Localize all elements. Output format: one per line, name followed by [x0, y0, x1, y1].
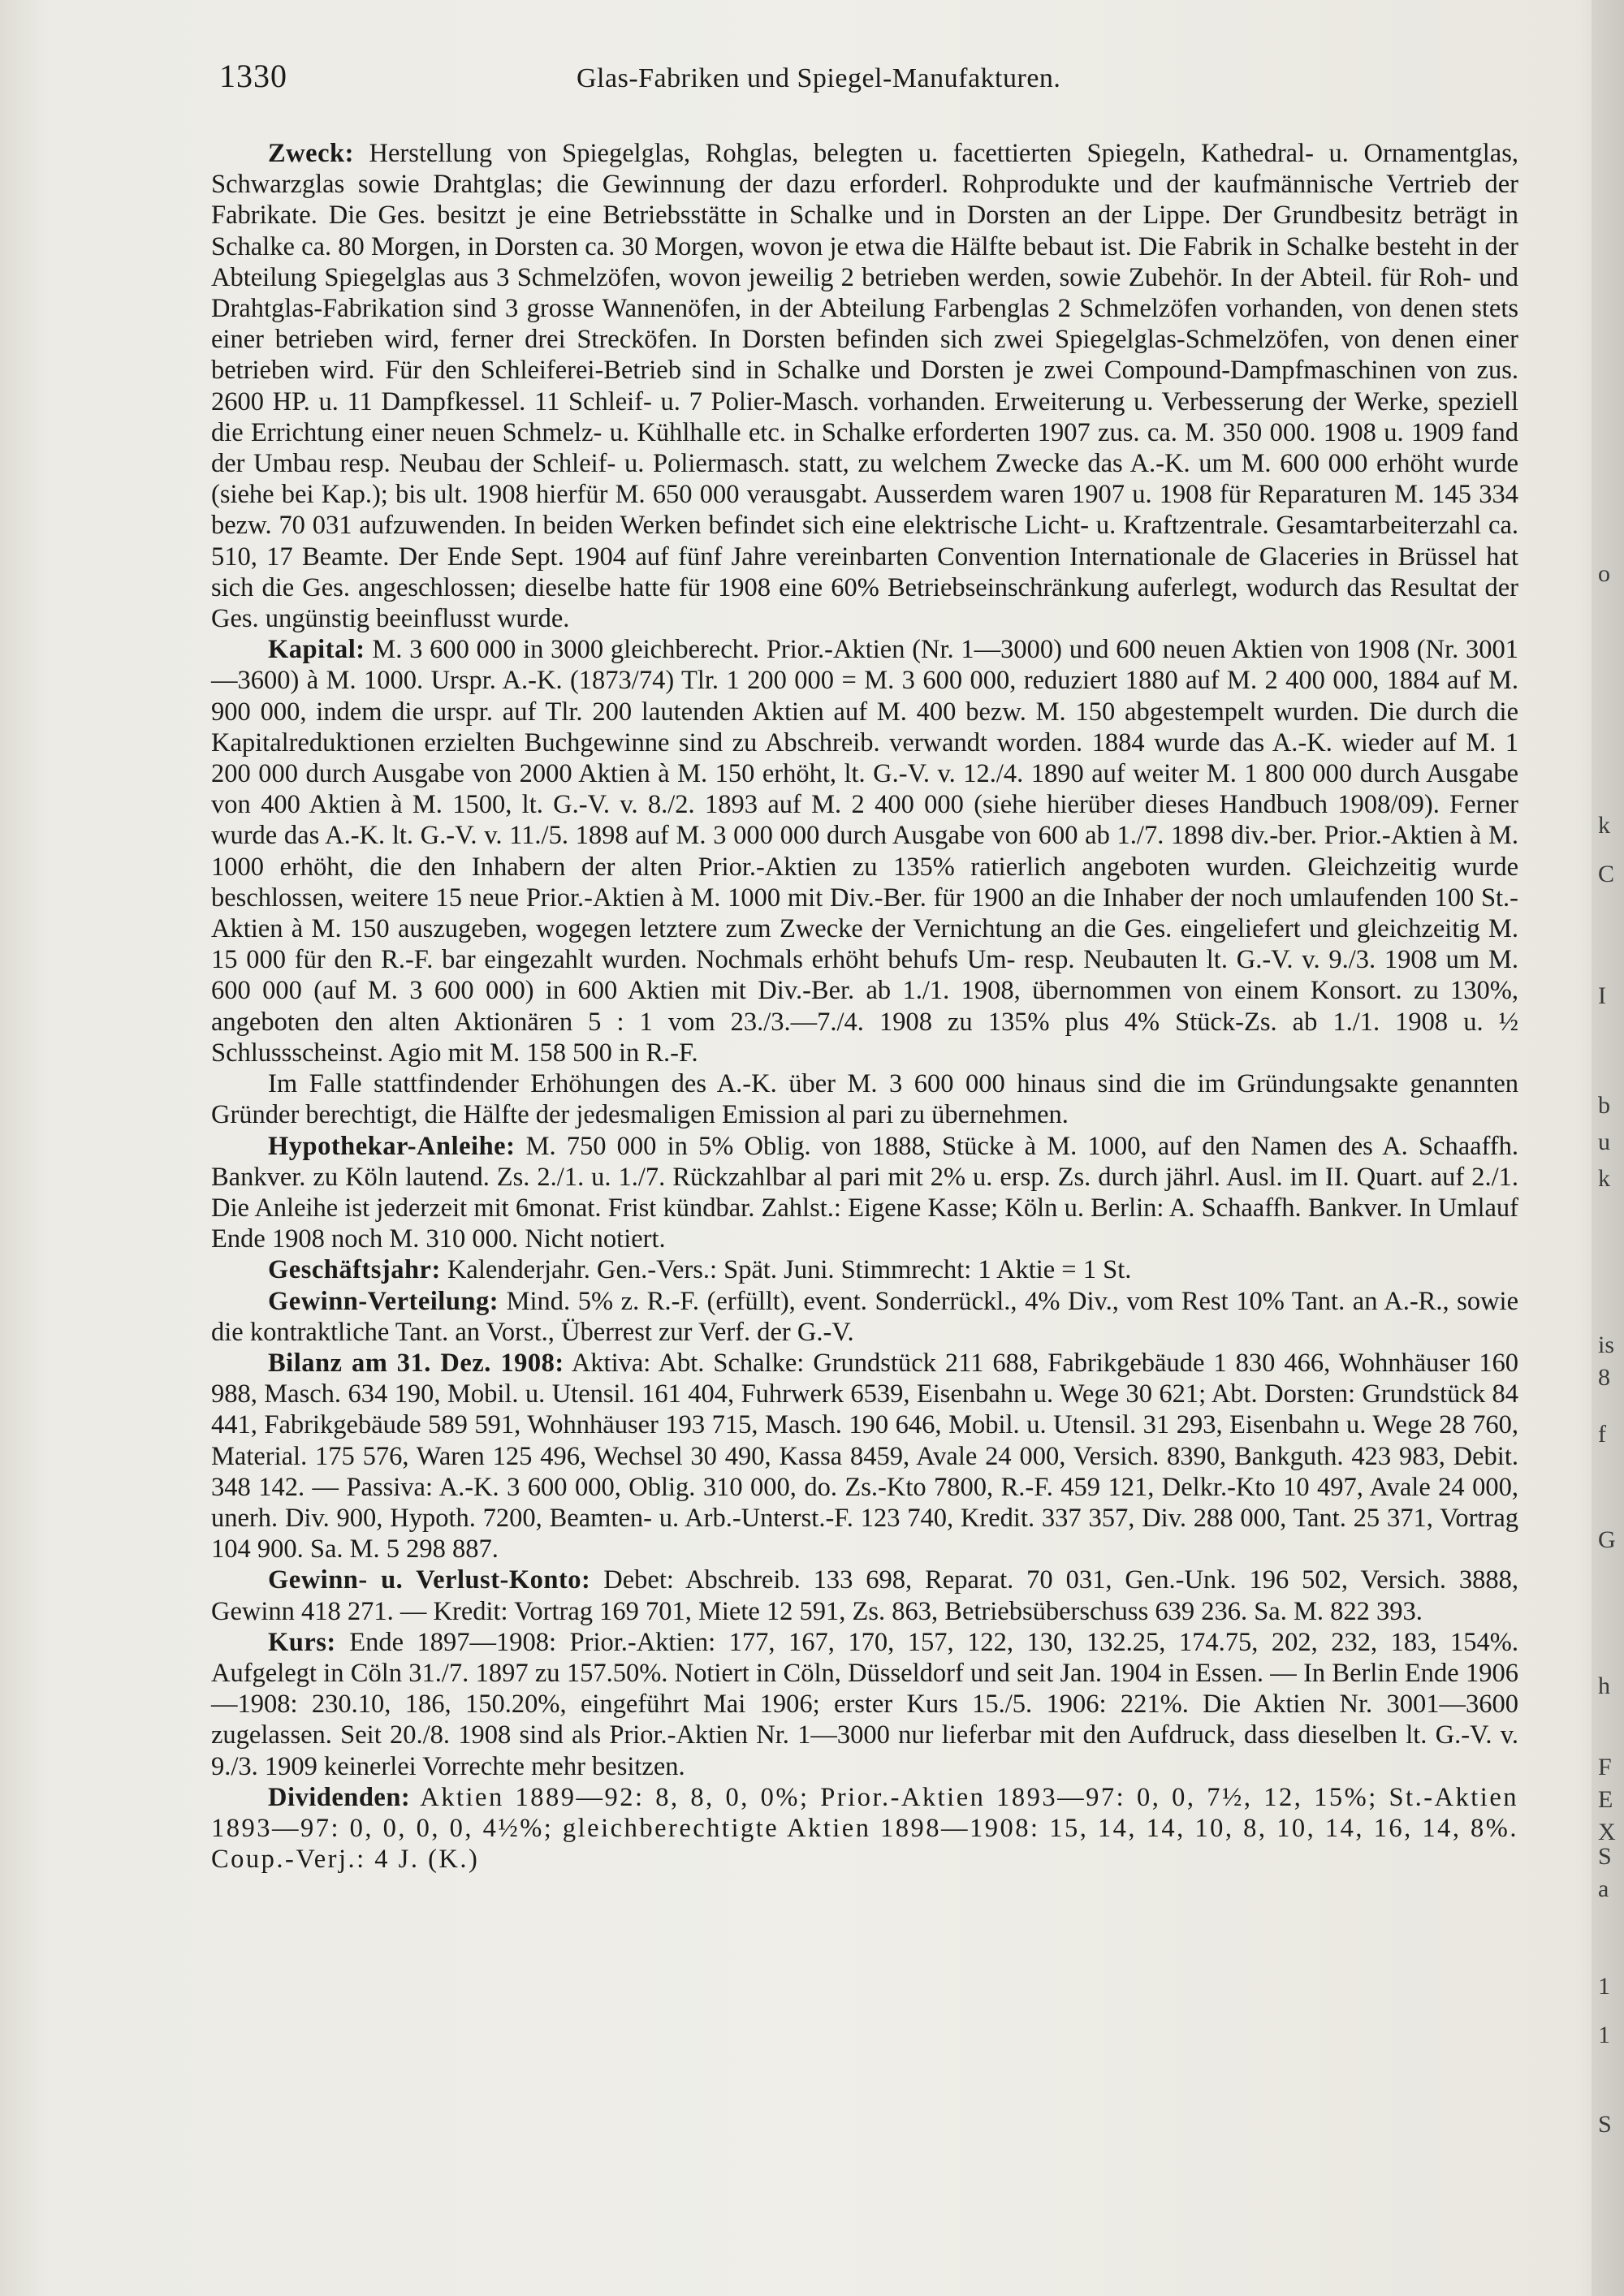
edge-glyph: I [1598, 982, 1606, 1009]
section-label: Gewinn- u. Verlust-Konto: [268, 1565, 591, 1595]
section-text: M. 750 000 in 5% Oblig. von 1888, Stücke à M. 1000, auf den Namen des A. Schaaffh. Bankver. zu Köln lautend. Zs. 2./1. u. 1./7. Rückzahlbar al pari mit 2% u. ersp. Zs. durch jährl. Ausl. im II. Quart. auf 2./1. Die Anleihe ist jederzeit mit 6monat. Frist kündbar. Zahlst.: Eigene Kasse; Köln u. Berlin: A. Schaaffh. Bankver. In Umlauf Ende 1908 noch M. 310 000. Nicht notiert. [211, 1131, 1518, 1254]
edge-glyph: a [1598, 1875, 1609, 1902]
section-label: Bilanz am 31. Dez. 1908: [268, 1348, 564, 1378]
section-text: Aktien 1889—92: 8, 8, 0, 0%; Prior.-Aktien 1893—97: 0, 0, 7½, 12, 15%; St.-Aktien 1893—97: 0, 0, 0, 0, 4½%; gleichberechtigte Aktien 1898—1908: 15, 14, 14, 10, 8, 10, 14, 16, 14, 8%. Coup.-Verj.: 4 J. (K.) [211, 1782, 1518, 1875]
edge-glyph: b [1598, 1092, 1610, 1119]
section-bilanz [211, 1348, 1518, 1564]
edge-glyph: E [1598, 1786, 1613, 1813]
running-title: Glas-Fabriken und Spiegel-Manufakturen. [577, 63, 1061, 93]
edge-glyph: k [1598, 1165, 1610, 1192]
section-text: Kalenderjahr. Gen.-Vers.: Spät. Juni. Stimmrecht: 1 Aktie = 1 St. [440, 1255, 1132, 1285]
edge-glyph: k [1598, 812, 1610, 839]
section-kapital [211, 634, 1518, 1068]
edge-glyph: h [1598, 1672, 1610, 1699]
section-text: Ende 1897—1908: Prior.-Aktien: 177, 167, 170, 157, 122, 130, 132.25, 174.75, 202, 232, 183, 154%. Aufgelegt in Cöln 31./7. 1897 zu 157.50%. Notiert in Cöln, Düsseldorf und seit Jan. 1904 in Essen. — In Berlin Ende 1906—1908: 230.10, 186, 150.20%, eingeführt Mai 1906; erster Kurs 15./5. 1906: 221%. Die Aktien Nr. 3001—3600 zugelassen. Seit 20./8. 1908 sind als Prior.-Aktien Nr. 1—3000 nur lieferbar mit den Aufdruck, dass dieselben lt. G.-V. v. 9./3. 1909 keinerlei Vorrechte mehr besitzen. [211, 1627, 1518, 1781]
section-erhoehungen [211, 1068, 1518, 1130]
edge-glyph: 8 [1598, 1364, 1610, 1391]
edge-glyph: o [1598, 560, 1610, 587]
edge-glyph: f [1598, 1421, 1606, 1448]
section-zweck [211, 138, 1518, 634]
section-label: Dividenden: [268, 1782, 411, 1812]
section-geschaeftsjahr [211, 1254, 1518, 1285]
adjacent-page-edge [1592, 0, 1624, 2296]
section-gewinn-verlust-konto [211, 1564, 1518, 1626]
section-text: Herstellung von Spiegelglas, Rohglas, belegten u. facettierten Spiegeln, Kathedral- u. Ornamentglas, Schwarzglas sowie Drahtglas; die Gewinnung der dazu erforderl. Rohprodukte und der kaufmännische Vertrieb der Fabrikate. Die Ges. besitzt je eine Betriebsstätte in Schalke und in Dorsten an der Lippe. Der Grundbesitz beträgt in Schalke ca. 80 Morgen, in Dorsten ca. 30 Morgen, wovon je etwa die Hälfte bebaut ist. Die Fabrik in Schalke besteht in der Abteilung Spiegelglas aus 3 Schmelzöfen, wovon jeweilig 2 betrieben werden, sowie Zubehör. In der Abteil. für Roh- und Drahtglas-Fabrikation sind 3 grosse Wannenöfen, in der Abteilung Farbenglas 2 Schmelzöfen vorhanden, von denen stets einer betrieben wird, ferner drei Strecköfen. In Dorsten befinden sich zwei Spiegelglas-Schmelzöfen, von denen einer betrieben wird. Für den Schleiferei-Betrieb sind in Schalke und Dorsten je zwei Compound-Dampfmaschinen von zus. 2600 HP. u. 11 Dampfkessel. 11 Schleif- u. 7 Polier-Masch. vorhanden. Erweiterung u. Verbesserung der Werke, speziell die Errichtung einer neuen Schmelz- u. Kühlhalle etc. in Schalke erforderten 1907 zus. ca. M. 350 000. 1908 u. 1909 fand der Umbau resp. Neubau der Schleif- u. Poliermasch. statt, zu welchem Zwecke das A.-K. um M. 600 000 erhöht wurde (siehe bei Kap.); bis ult. 1908 hierfür M. 650 000 verausgabt. Ausserdem waren 1907 u. 1908 für Reparaturen M. 145 334 bezw. 70 031 aufzuwenden. In beiden Werken befindet sich eine elektrische Licht- u. Kraftzentrale. Gesamtarbeiterzahl ca. 510, 17 Beamte. Der Ende Sept. 1904 auf fünf Jahre vereinbarten Convention Internationale de Glaceries in Brüssel hat sich die Ges. angeschlossen; dieselbe hatte für 1908 eine 60% Betriebseinschränkung auferlegt, wodurch das Resultat der Ges. ungünstig beeinflusst wurde. [211, 139, 1518, 634]
article-body [211, 138, 1518, 1875]
edge-glyph: S [1598, 2111, 1612, 2138]
page-header [219, 57, 1600, 106]
edge-glyph: C [1598, 861, 1615, 887]
section-label: Geschäftsjahr: [268, 1255, 441, 1285]
section-label: Hypothekar-Anleihe: [268, 1131, 516, 1161]
section-label: Gewinn-Verteilung: [268, 1286, 499, 1316]
edge-glyph: is [1598, 1331, 1615, 1358]
section-label: Kurs: [268, 1627, 336, 1657]
edge-glyph: S [1598, 1843, 1612, 1870]
section-text: Im Falle stattfindender Erhöhungen des A.-K. über M. 3 600 000 hinaus sind die im Gründungsakte genannten Gründer berechtigt, die Hälfte der jedesmaligen Emission al pari zu übernehmen. [211, 1069, 1518, 1130]
edge-glyph: G [1598, 1526, 1616, 1553]
edge-glyph: F [1598, 1754, 1612, 1780]
section-gewinn-verteilung [211, 1286, 1518, 1348]
section-text: Aktiva: Abt. Schalke: Grundstück 211 688, Fabrikgebäude 1 830 466, Wohnhäuser 160 988, Masch. 634 190, Mobil. u. Utensil. 161 404, Fuhrwerk 6539, Eisenbahn u. Wege 30 621; Abt. Dorsten: Grundstück 84 441, Fabrikgebäude 589 591, Wohnhäuser 193 715, Masch. 190 646, Mobil. u. Utensil. 31 293, Eisenbahn u. Wege 28 760, Material. 175 576, Waren 125 496, Wechsel 30 490, Kassa 8459, Avale 24 000, Versich. 8390, Bankguth. 423 983, Debit. 348 142. — Passiva: A.-K. 3 600 000, Oblig. 310 000, do. Zs.-Kto 7800, R.-F. 459 121, Delkr.-Kto 10 497, Avale 24 000, unerh. Div. 900, Hypoth. 7200, Beamten- u. Arb.-Unterst.-F. 123 740, Kredit. 337 357, Div. 288 000, Tant. 25 371, Vortrag 104 900. Sa. M. 5 298 887. [211, 1348, 1518, 1564]
section-label: Kapital: [268, 635, 365, 665]
edge-glyph: X [1598, 1819, 1616, 1845]
edge-glyph: 1 [1598, 1973, 1610, 2000]
section-label: Zweck: [268, 139, 354, 168]
section-dividenden [211, 1782, 1518, 1875]
page-number: 1330 [219, 58, 287, 94]
section-hypothekar-anleihe [211, 1131, 1518, 1255]
edge-glyph: 1 [1598, 2022, 1610, 2048]
edge-glyph: u [1598, 1129, 1610, 1155]
section-text: Mind. 5% z. R.-F. (erfüllt), event. Sonderrückl., 4% Div., vom Rest 10% Tant. an A.-R., sowie die kontraktliche Tant. an Vorst., Überrest zur Verf. der G.-V. [211, 1286, 1518, 1347]
section-text: Debet: Abschreib. 133 698, Reparat. 70 031, Gen.-Unk. 196 502, Versich. 3888, Gewinn 418 271. — Kredit: Vortrag 169 701, Miete 12 591, Zs. 863, Betriebsüberschuss 639 236. Sa. M. 822 393. [211, 1565, 1518, 1626]
section-text: M. 3 600 000 in 3000 gleichberecht. Prior.-Aktien (Nr. 1—3000) und 600 neuen Aktien von 1908 (Nr. 3001—3600) à M. 1000. Urspr. A.-K. (1873/74) Tlr. 1 200 000 = M. 3 600 000, reduziert 1880 auf M. 2 400 000, 1884 auf M. 900 000, indem die urspr. auf Tlr. 200 lautenden Aktien auf M. 400 bezw. M. 150 abgestempelt wurden. Die durch die Kapitalreduktionen erzielten Buchgewinne sind zu Abschreib. verwandt worden. 1884 wurde das A.-K. wieder auf M. 1 200 000 durch Ausgabe von 2000 Aktien à M. 150 erhöht, lt. G.-V. v. 12./4. 1890 auf weiter M. 1 800 000 durch Ausgabe von 400 Aktien à M. 1500, lt. G.-V. v. 8./2. 1893 auf M. 2 400 000 (siehe hierüber dieses Handbuch 1908/09). Ferner wurde das A.-K. lt. G.-V. v. 11./5. 1898 auf M. 3 000 000 durch Ausgabe von 600 ab 1./7. 1898 div.-ber. Prior.-Aktien à M. 1000 erhöht, die den Inhabern der alten Prior.-Aktien zu 135% ratierlich angeboten wurden. Gleichzeitig wurde beschlossen, weitere 15 neue Prior.-Aktien à M. 1000 mit Div.-Ber. für 1900 an die Inhaber der noch umlaufenden 100 St.-Aktien à M. 150 auszugeben, wogegen letztere zum Zwecke der Vernichtung an die Ges. eingeliefert und gleichzeitig M. 15 000 für den R.-F. bar eingezahlt wurden. Nochmals erhöht behufs Um- resp. Neubauten lt. G.-V. v. 9./3. 1908 um M. 600 000 (auf M. 3 600 000) in 600 Aktien mit Div.-Ber. ab 1./1. 1908, übernommen von einem Konsort. zu 130%, angeboten den alten Aktionären 5 : 1 vom 23./3.—7./4. 1908 zu 135% plus 4% Stück-Zs. ab 1./1. 1908 u. ½ Schlussscheinst. Agio mit M. 158 500 in R.-F. [211, 635, 1518, 1068]
section-kurs [211, 1627, 1518, 1782]
